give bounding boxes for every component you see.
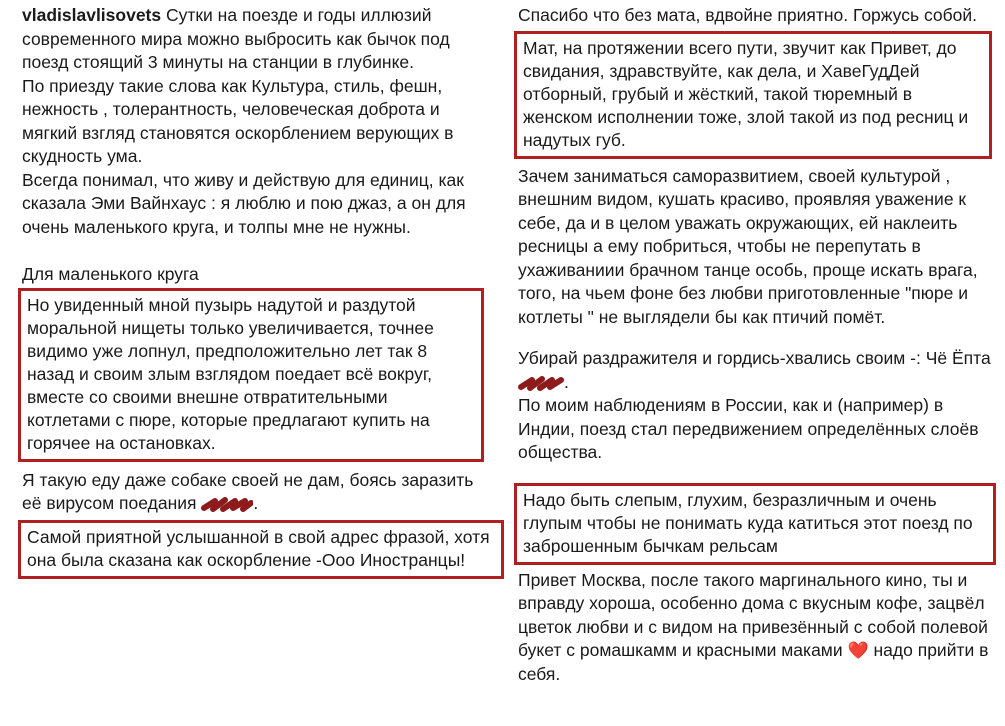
highlight-box-2 <box>18 520 504 579</box>
right-paragraph-2: Зачем заниматься саморазвитием, своей культурой , внешним видом, кушать красиво, проявляя уважение к себе, да и в целом уважать окружающих, ей наклеить ресницы а ему побриться, чтобы не перепутать в ухаживаниии брачном танце особь, проще искать врага, того, на чьем фоне без любви приготовленные "пюре и котлеты " не выглядели бы как птичий помёт. <box>518 165 978 327</box>
redaction-mark-2 <box>518 375 564 391</box>
right-text-column <box>518 0 998 686</box>
highlight-box-1 <box>18 288 484 462</box>
right-paragraph-5-part-a: Привет Москва, после такого маргинального кино, ты и вправду хороша, особенно дома с вкусным кофе, зацвёл цветок любви и с видом на привезённый с собой полевой букет с ромашкамм и красными маками <box>518 569 988 660</box>
paragraph-4: Для маленького круга <box>22 264 199 284</box>
username-label[interactable]: vladislavlisovets <box>22 5 162 25</box>
right-paragraph-1: Спасибо что без мата, вдвойне приятно. Горжусь собой. <box>518 5 978 25</box>
paragraph-5-part-b: . <box>253 493 259 513</box>
heart-icon: ❤️ <box>847 641 869 660</box>
spacer-right-2 <box>518 465 998 483</box>
intro-paragraph <box>22 4 492 75</box>
right-paragraph-3 <box>518 347 998 394</box>
paragraph-2: По приезду такие слова как Культура, стиль, фешн, нежность , толерантность, человеческая доброта и мягкий взгляд становятся оскорблением верующих в скудность ума. <box>22 75 454 166</box>
highlight-box-2-text: Самой приятной услышанной в свой адрес фразой, хотя она была сказана как оскорбление -Ооо Иностранцы! <box>27 526 490 570</box>
paragraph-5 <box>22 469 492 516</box>
highlight-box-1-text: Но увиденный мной пузырь надутой и раздутой моральной нищеты только увеличивается, точнее видимо уже лопнул, предположительно лет так 8 назад и своим злым взглядом поедает всё вокруг, вместе со своими внешне отвратительными котлетами с пюре, которые предлагают купить на горячее на остановках. <box>27 294 434 453</box>
highlight-box-4 <box>514 483 996 565</box>
right-paragraph-5 <box>518 569 998 687</box>
spacer <box>22 239 492 263</box>
highlight-box-3 <box>514 31 992 159</box>
right-paragraph-3-part-b: . <box>564 371 569 392</box>
right-paragraph-3-part-a: Убирай раздражителя и гордись-хвались своим -: Чё Ёпта <box>518 348 991 368</box>
highlight-box-4-text: Надо быть слепым, глухим, безразличным и очень глупым чтобы не понимать куда катиться этот поезд по заброшенным бычкам рельсам <box>523 489 973 556</box>
left-text-column <box>22 0 492 579</box>
intro-text: Сутки на поезде и годы иллюзий современного мира можно выбросить как бычок под поезд стоящий 3 минуты на станции в глубинке. <box>22 5 450 72</box>
spacer-right <box>518 329 998 347</box>
right-paragraph-4: По моим наблюдениям в России, как и (например) в Индии, поезд стал передвижением определённых слоёв общества. <box>518 395 979 462</box>
highlight-box-3-text: Мат, на протяжении всего пути, звучит как Привет, до свидания, здравствуйте, как дела, и ХавеГудДей отборный, грубый и жёсткий, такой тюремный в женском исполнении тоже, злой такой из под ресниц и надутых губ. <box>523 37 969 150</box>
paragraph-5-part-a: Я такую еду даже собаке своей не дам, боясь заразить её вирусом поедания <box>22 469 474 513</box>
right-paragraph-5-part-b: надо прийти в себя. <box>518 640 989 684</box>
redaction-mark-1 <box>201 496 253 512</box>
paragraph-3: Всегда понимал, что живу и действую для единиц, как сказала Эми Вайнхаус : я люблю и пою джаз, а он для очень маленького круга, и толпы мне не нужны. <box>22 169 466 237</box>
